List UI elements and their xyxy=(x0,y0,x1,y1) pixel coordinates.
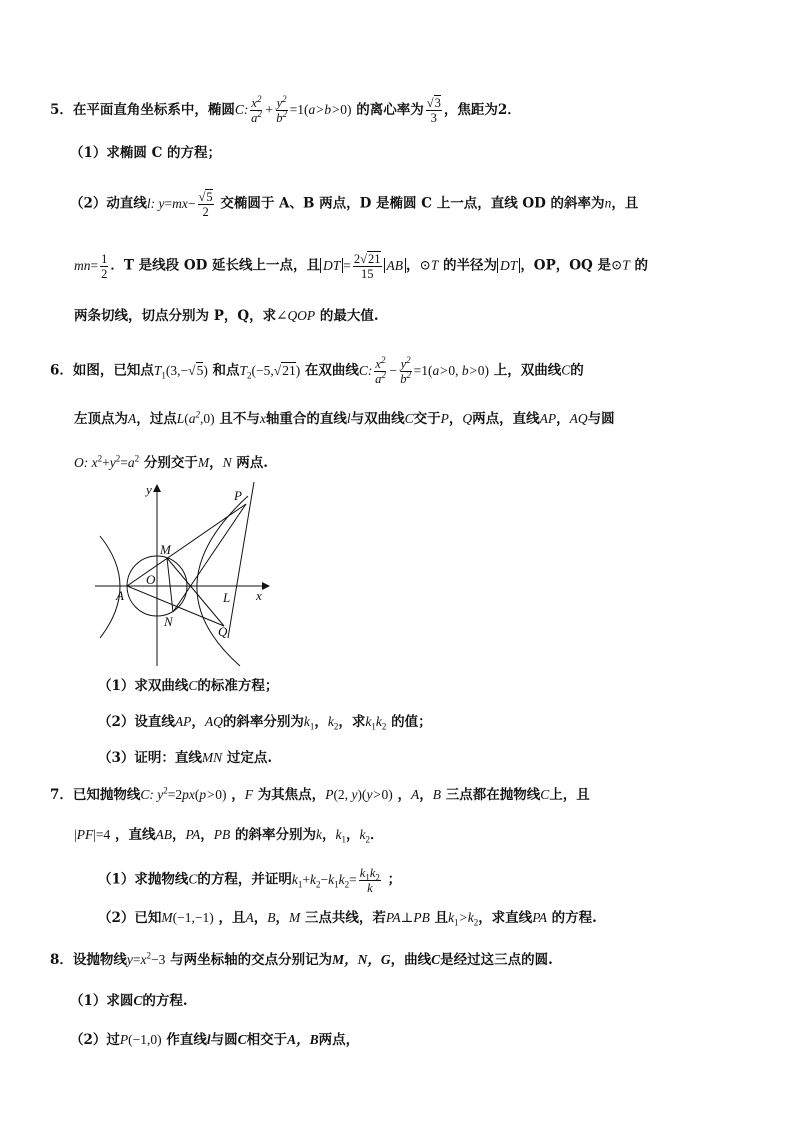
label-N: N xyxy=(164,614,173,629)
p7-q2: （2）已知M(−1,−1) ，且A，B，M 三点共线，若PA⊥PB 且$k_1>k_2$，求直线PA 的方程. xyxy=(98,910,597,928)
p5-line4: mn= $\frac{1}{2}$ ．T 是线段 OD 延长线上一点，且 DT = $\frac{2√21}{15}$ AB ，⊙T 的半径为 DT ，OP，OQ 是⊙T 的 xyxy=(74,252,648,281)
mn-condition: mn= $\frac{1}{2}$ xyxy=(74,252,108,281)
p5-q2: （2）动直线l: y=mx− $\frac{√5}{2}$ 交椭圆于 A、B 两点，D 是椭圆 C 上一点，直线 OD 的斜率为n，且 xyxy=(70,190,639,219)
p7-line1: 7．已知抛物线C: $y^2=2px(p>0)$ ，F 为其焦点，P(2, y)(y>0) ，A，B 三点都在抛物线C上，且 xyxy=(50,785,590,803)
label-Q: Q xyxy=(218,624,228,639)
dt-condition: DT = $\frac{2√21}{15}$ AB xyxy=(320,258,406,273)
hyperbola-equation: C: $\frac{x^2}{a^2}$ − $\frac{y^2}{b^2}$ =1(a>0, b>0) xyxy=(358,354,490,386)
label-M: M xyxy=(160,542,171,557)
p6-q1: （1）求双曲线C的标准方程； xyxy=(98,678,279,694)
point-T1: $T_1(3,-√5)$ xyxy=(153,362,208,381)
line-MQ xyxy=(167,558,224,626)
parabola-8-equation: $y=x^2-3$ xyxy=(126,950,166,967)
line-AQ xyxy=(127,586,224,626)
label-P: P xyxy=(234,488,242,503)
line-AP xyxy=(127,504,246,586)
parabola-equation: C: $y^2=2px(p>0)$ xyxy=(140,785,227,802)
point-P: P(2, y)(y>0) xyxy=(325,787,393,802)
slope-identity: $k_1+k_2-k_1k_2=$ $\frac{k_1k_2}{k}$ xyxy=(291,866,380,895)
x-axis-arrow xyxy=(262,582,270,590)
point-L: $L(a^2,0)$ xyxy=(176,409,215,426)
p6-q2: （2）设直线AP，AQ的斜率分别为$k_1$，$k_2$，求$k_1k_2$ 的值； xyxy=(98,714,432,732)
hyperbola-left-branch xyxy=(100,536,120,638)
ellipse-equation: C: $\frac{x^2}{a^2}$ + $\frac{y^2}{b^2}$ =1(a>b>0) xyxy=(234,94,352,126)
y-axis-arrow xyxy=(153,484,161,492)
p8-q2: （2）过P(−1,0) 作直线l与圆C相交于A，B两点， xyxy=(70,1032,360,1048)
p5-line5: 两条切线，切点分别为 P，Q，求∠QOP 的最大值. xyxy=(74,308,379,324)
label-L: L xyxy=(223,590,231,605)
p6-line2: 左顶点为A，过点$L(a^2,0)$ 且不与x轴重合的直线l与双曲线C交于P，Q两点，直线AP，AQ与圆 xyxy=(74,409,615,427)
p5-line1: 5．在平面直角坐标系中，椭圆C: $\frac{x^2}{a^2}$ + $\frac{y^2}{b^2}$ =1(a>b>0) 的离心率为 $\frac{√3}{3}$ ，焦距为2． xyxy=(50,94,521,126)
point-P-8: P(−1,0) xyxy=(119,1032,162,1047)
p7-line2: |PF|=4 ，直线AB，PA，PB 的斜率分别为k，$k_1$，$k_2$． xyxy=(74,827,384,845)
line-l xyxy=(228,482,254,638)
label-y: y xyxy=(146,482,152,497)
p6-line3: O: $x^2+y^2=a^2$ 分别交于M，N 两点. xyxy=(74,453,268,471)
p6-line1: 6．如图，已知点$T_1(3,-√5)$ 和点$T_2(-5,√21)$ 在双曲线C: $\frac{x^2}{a^2}$ − $\frac{y^2}{b^2}$ =1(a>0, b>0) 上，双曲线C的 xyxy=(50,354,584,386)
circle-O-equation: O: $x^2+y^2=a^2$ xyxy=(74,453,140,470)
point-T2: $T_2(-5,√21)$ xyxy=(239,362,301,381)
p7-q1: （1）求抛物线C的方程，并证明$k_1+k_2-k_1k_2=$ $\frac{k_1k_2}{k}$ ； xyxy=(98,866,402,895)
p5-q1: （1）求椭圆 C 的方程； xyxy=(70,145,222,161)
hyperbola-right-branch xyxy=(197,496,248,666)
point-M: M(−1,−1) xyxy=(161,910,214,925)
hyperbola-figure xyxy=(90,478,280,673)
pf-condition: |PF|=4 xyxy=(74,827,111,842)
eccentricity-value: $\frac{√3}{3}$ xyxy=(426,96,441,125)
label-A: A xyxy=(116,588,124,603)
line-l-equation: l: y=mx− $\frac{√5}{2}$ xyxy=(146,190,213,219)
label-O: O xyxy=(146,572,156,587)
p8-line1: 8．设抛物线$y=x^2-3$ 与两坐标轴的交点分别记为M，N，G，曲线C是经过这三点的圆. xyxy=(50,950,553,968)
p6-q3: （3）证明：直线MN 过定点. xyxy=(98,750,273,766)
label-x: x xyxy=(256,588,262,603)
p8-q1: （1）求圆C的方程. xyxy=(70,993,188,1009)
